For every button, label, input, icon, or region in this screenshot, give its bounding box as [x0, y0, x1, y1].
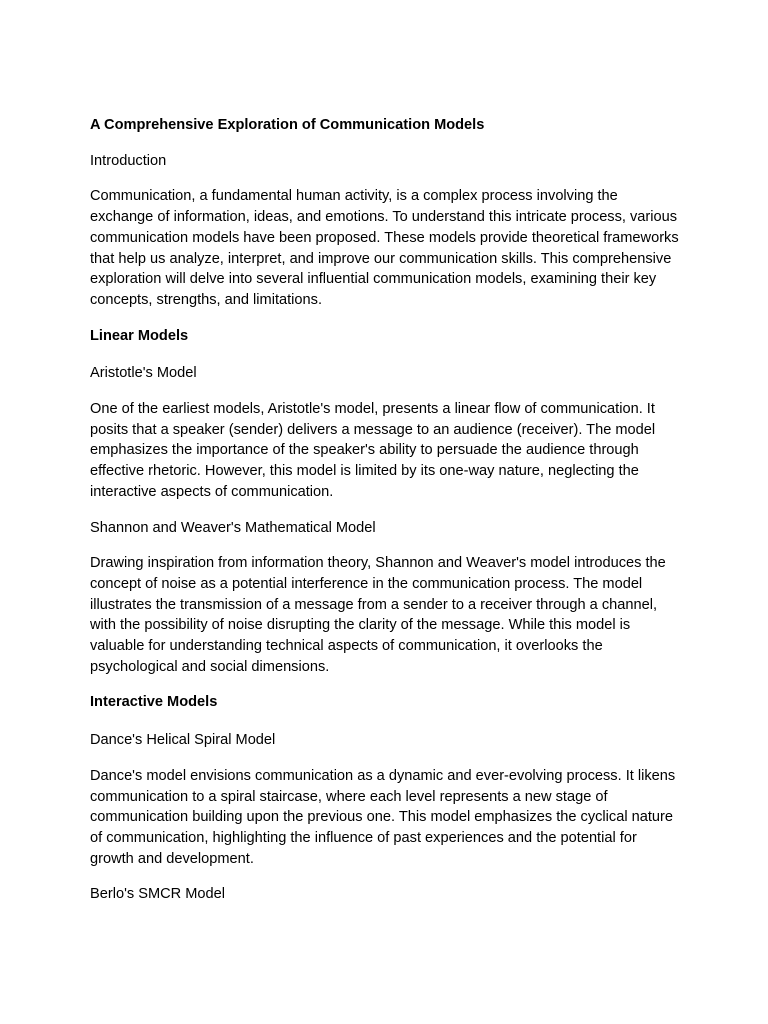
intro-heading: Introduction — [90, 152, 167, 169]
shannon-weaver-model-paragraph: Drawing inspiration from information theory, Shannon and Weaver's model introduces the concept of noise as a potential interference in the communication process. The model illustrates the transmission of a message from a sender to a receiver through a channel, with the possibility of noise disrupting the clarity of the message. While this model is valuable for understanding technical aspects of communication, it overlooks the psychological and social dimensions. — [90, 555, 666, 675]
dance-model-heading: Dance's Helical Spiral Model — [90, 732, 276, 749]
aristotle-model-heading: Aristotle's Model — [90, 365, 197, 382]
shannon-weaver-model-heading: Shannon and Weaver's Mathematical Model — [90, 519, 376, 536]
dance-model-paragraph: Dance's model envisions communication as a dynamic and ever-evolving process. It likens communication to a spiral staircase, where each level represents a new stage of communication building upon the previous one. This model emphasizes the cyclical nature of communication, highlighting the influence of past experiences and the potential for growth and development. — [90, 767, 676, 867]
berlo-smcr-model-heading: Berlo's SMCR Model — [90, 886, 225, 903]
intro-paragraph: Communication, a fundamental human activity, is a complex process involving the exchange of information, ideas, and emotions. To understand this intricate process, various communication models have been proposed. These models provide theoretical frameworks that help us analyze, interpret, and improve our communication skills. This comprehensive exploration will delve into several influential communication models, examining their key concepts, strengths, and limitations. — [90, 188, 679, 308]
document-page — [90, 115, 680, 920]
linear-models-heading: Linear Models — [90, 327, 189, 344]
document-title: A Comprehensive Exploration of Communication Models — [90, 117, 485, 133]
aristotle-model-paragraph: One of the earliest models, Aristotle's model, presents a linear flow of communication. It posits that a speaker (sender) delivers a message to an audience (receiver). The model emphasizes the importance of the speaker's ability to persuade the audience through effective rhetoric. However, this model is limited by its one-way nature, neglecting the interactive aspects of communication. — [90, 401, 656, 500]
interactive-models-heading: Interactive Models — [90, 694, 218, 711]
